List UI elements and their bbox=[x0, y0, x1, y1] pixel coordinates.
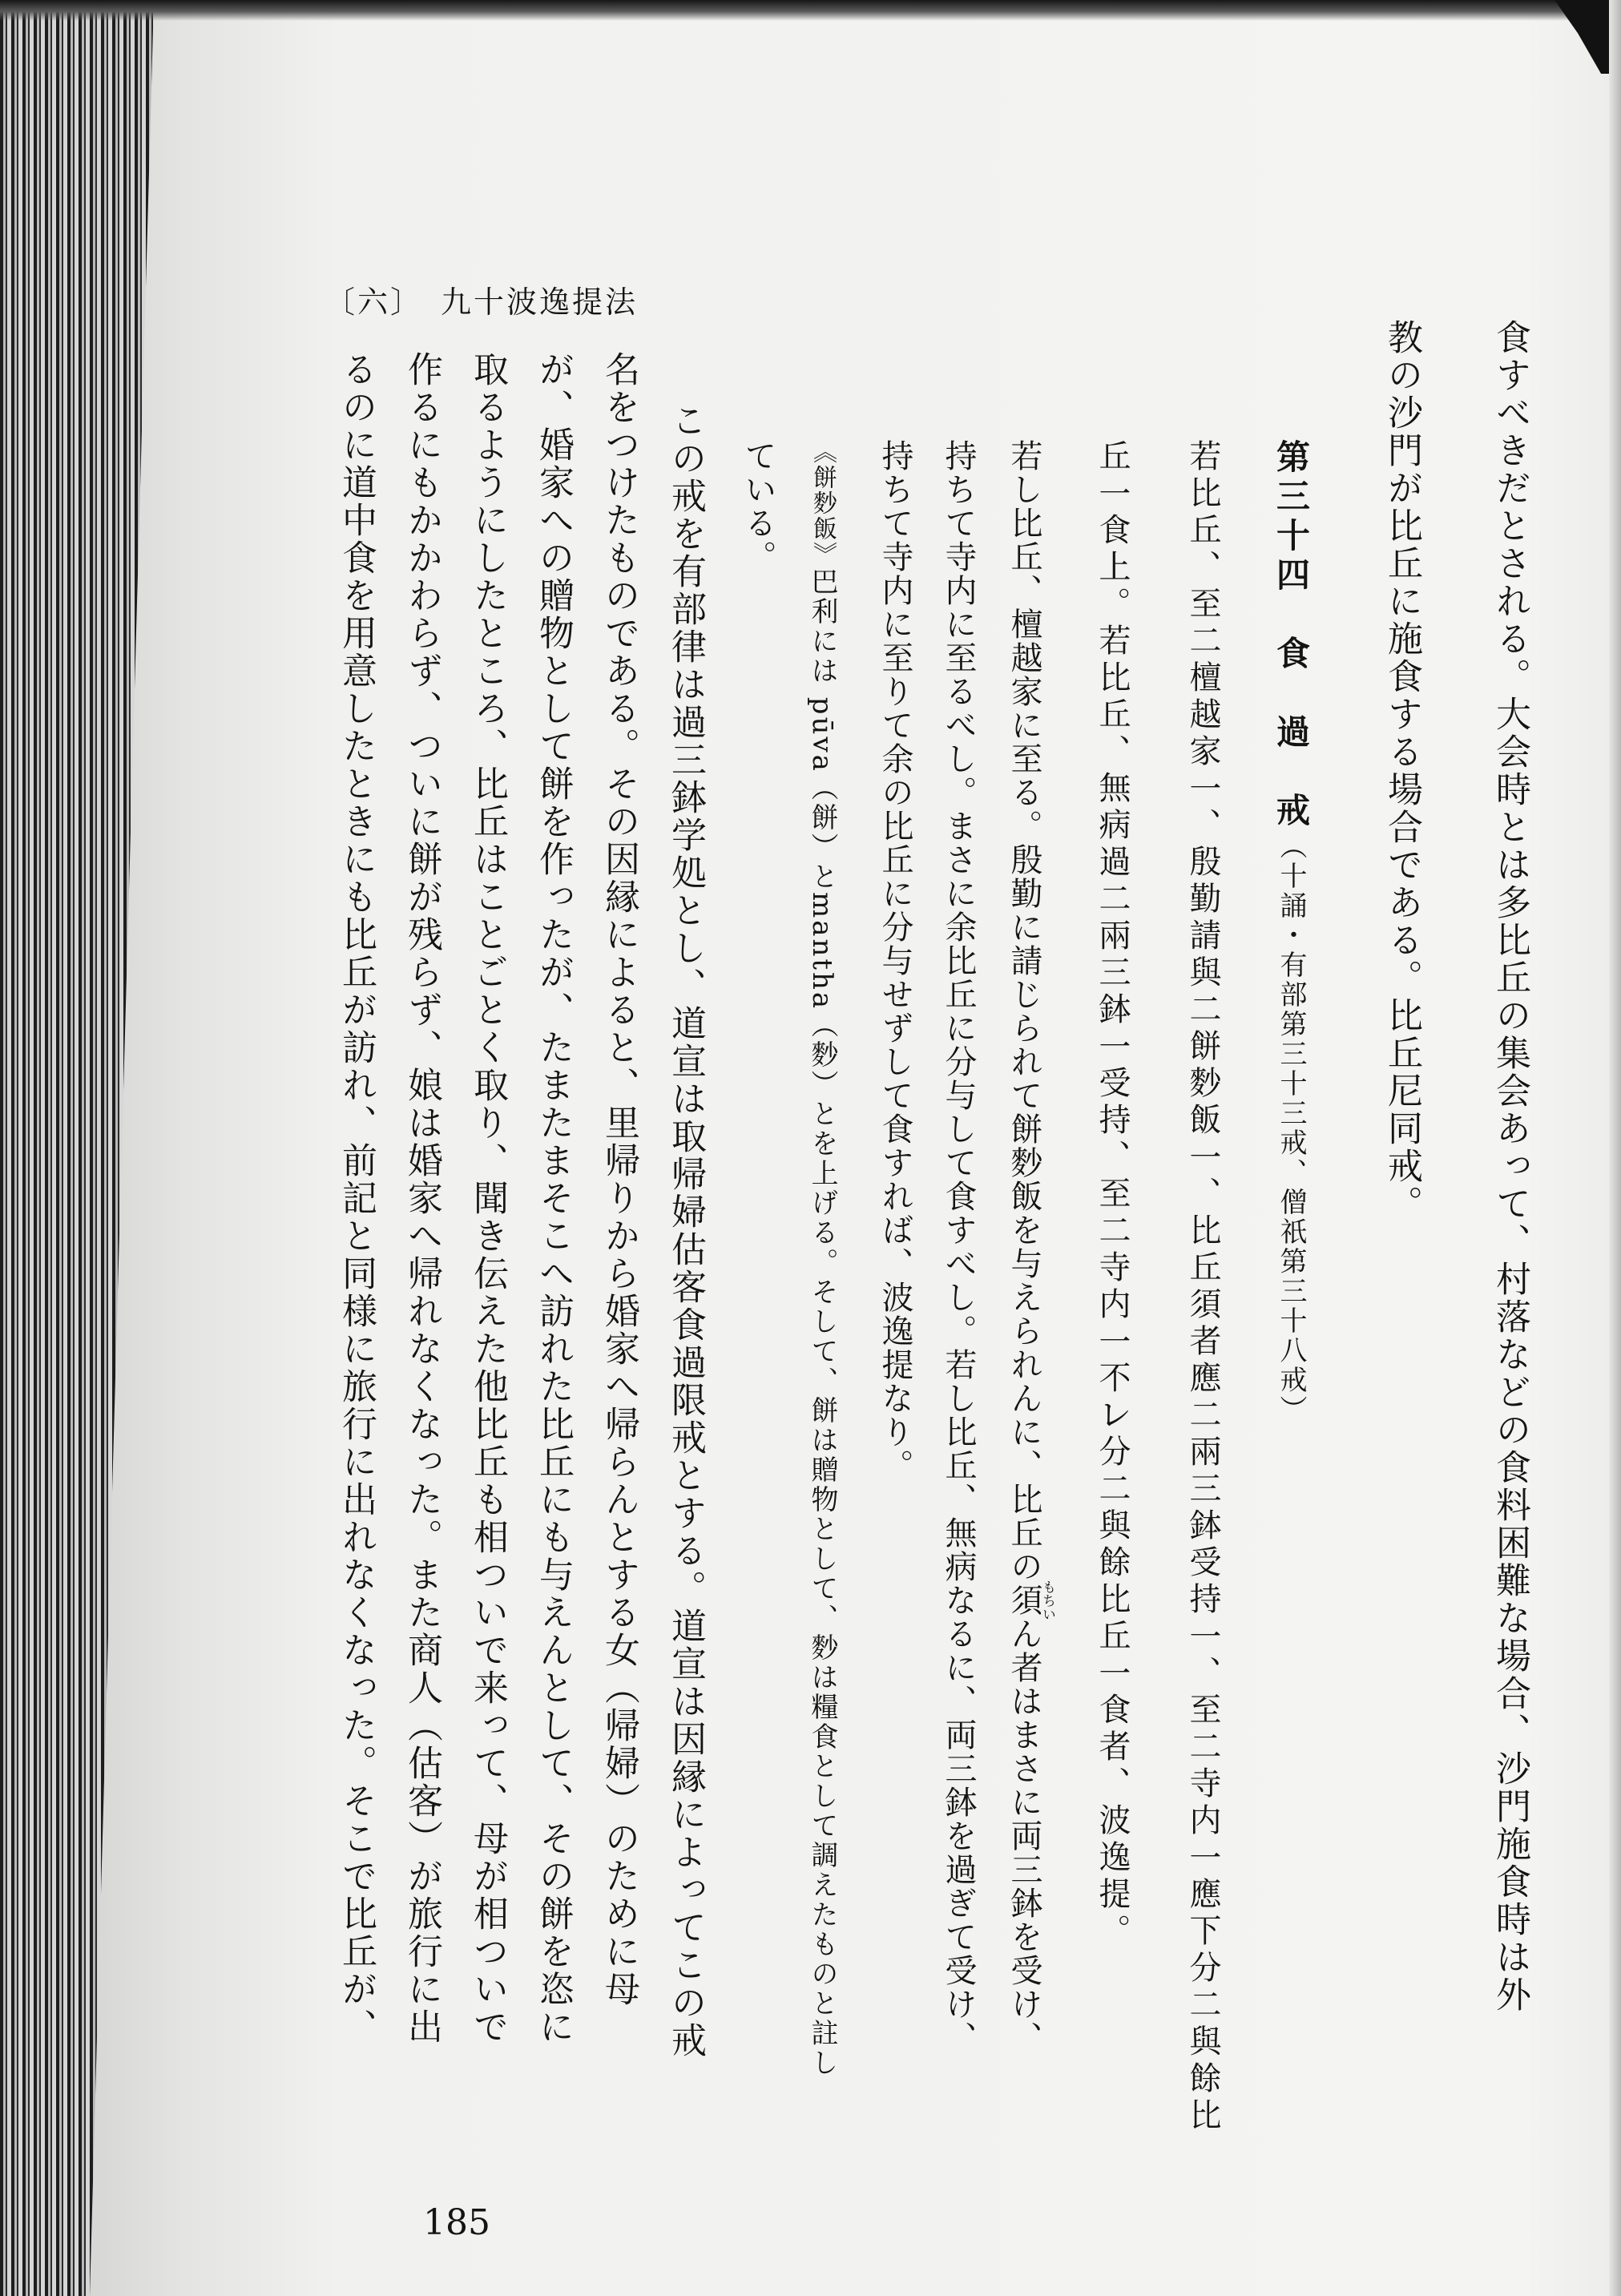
page-number: 185 bbox=[423, 2202, 490, 2243]
ruby-text: もちい bbox=[1039, 1580, 1055, 1621]
note-text: 巴利には pūva（餅）とmantha（麨）とを上げる。そして、餅は贈物として、麨は糧食として調えたものと註し bbox=[806, 567, 838, 2079]
commentary-line-4: 取るようにしたところ、比丘はことごとく取り、聞き伝えた他比丘も相ついで来って、母が相ついで bbox=[467, 351, 508, 2046]
kanbun-line-2: 丘㆒食㆖。若比丘、無病過㆓兩三鉢㆒受持、至㆓寺内㆒不㆑分㆓與餘比丘㆒食者、波逸提。 bbox=[1094, 439, 1131, 1951]
commentary-line-5: 作るにもかかわらず、ついに餅が残らず、娘は婚家へ帰れなくなった。また商人（估客）が旅行に出 bbox=[401, 351, 442, 2046]
running-head-title: 九十波逸提法 bbox=[441, 284, 639, 320]
scan-top-shadow bbox=[0, 0, 1621, 21]
rule-title: 第三十四 食 過 戒 bbox=[1272, 439, 1311, 832]
commentary-line-1: この戒を有部律は過三鉢学処とし、道宣は取帰婦估客食過限戒とする。道宣は因縁によってこの戒 bbox=[665, 402, 706, 2060]
continuation-line-2: 教の沙門が比丘に施食する場合である。比丘尼同戒。 bbox=[1381, 319, 1422, 1223]
commentary-line-3: が、婚家への贈物として餅を作ったが、たまたまそこへ訪れた比丘にも与えんとして、その餅を恣に bbox=[533, 351, 574, 2046]
ruby-base: 須 bbox=[1006, 1580, 1042, 1621]
reading-line-3: 持ちて寺内に至りて余の比丘に分与せずして食すれば、波逸提なり。 bbox=[877, 439, 913, 1483]
rule-sources: （十誦・有部第三十三戒、僧祇第三十八戒） bbox=[1275, 832, 1307, 1425]
note-label: 《餅麨飯》 bbox=[808, 439, 837, 567]
note-line-1 bbox=[808, 439, 836, 2078]
kanbun-line-1: 若比丘、至㆓檀越家㆒、殷勤請與㆓餅麨飯㆒、比丘須者應㆓兩三鉢受持㆒、至㆓寺内㆒應㆘分㆓與餘比 bbox=[1184, 439, 1221, 2135]
commentary-line-6: るのに道中食を用意したときにも比丘が訪れ、前記と同様に旅行に出れなくなった。そこで比丘が、 bbox=[336, 351, 377, 2046]
reading-line-1 bbox=[1008, 439, 1054, 2055]
reading-line-1-start: 若し比丘、檀越家に至る。殷勤に請じられて餅麨飯を与えられんに、比丘の bbox=[1006, 439, 1042, 1584]
ruby-annotation bbox=[1006, 1580, 1055, 1621]
note-line-2: ている。 bbox=[740, 439, 776, 574]
reading-line-2: 持ちて寺内に至るべし。まさに余比丘に分与して食すべし。若し比丘、無病なるに、両三鉢を過ぎて受け、 bbox=[940, 439, 977, 2055]
rule-heading bbox=[1272, 439, 1311, 1425]
reading-line-1-end: ん者はまさに両三鉢を受け、 bbox=[1006, 1617, 1042, 2055]
commentary-line-2: 名をつけたものである。その因縁によると、里帰りから婚家へ帰らんとする女（帰婦）のために母 bbox=[599, 351, 639, 2008]
page-right-edge bbox=[1609, 0, 1621, 2296]
running-head-section: 〔六〕 bbox=[325, 284, 424, 320]
running-head bbox=[325, 284, 639, 320]
continuation-line-1: 食すべきだとされる。大会時とは多比丘の集会あって、村落などの食料困難な場合、沙門施食時は外 bbox=[1490, 319, 1530, 2014]
